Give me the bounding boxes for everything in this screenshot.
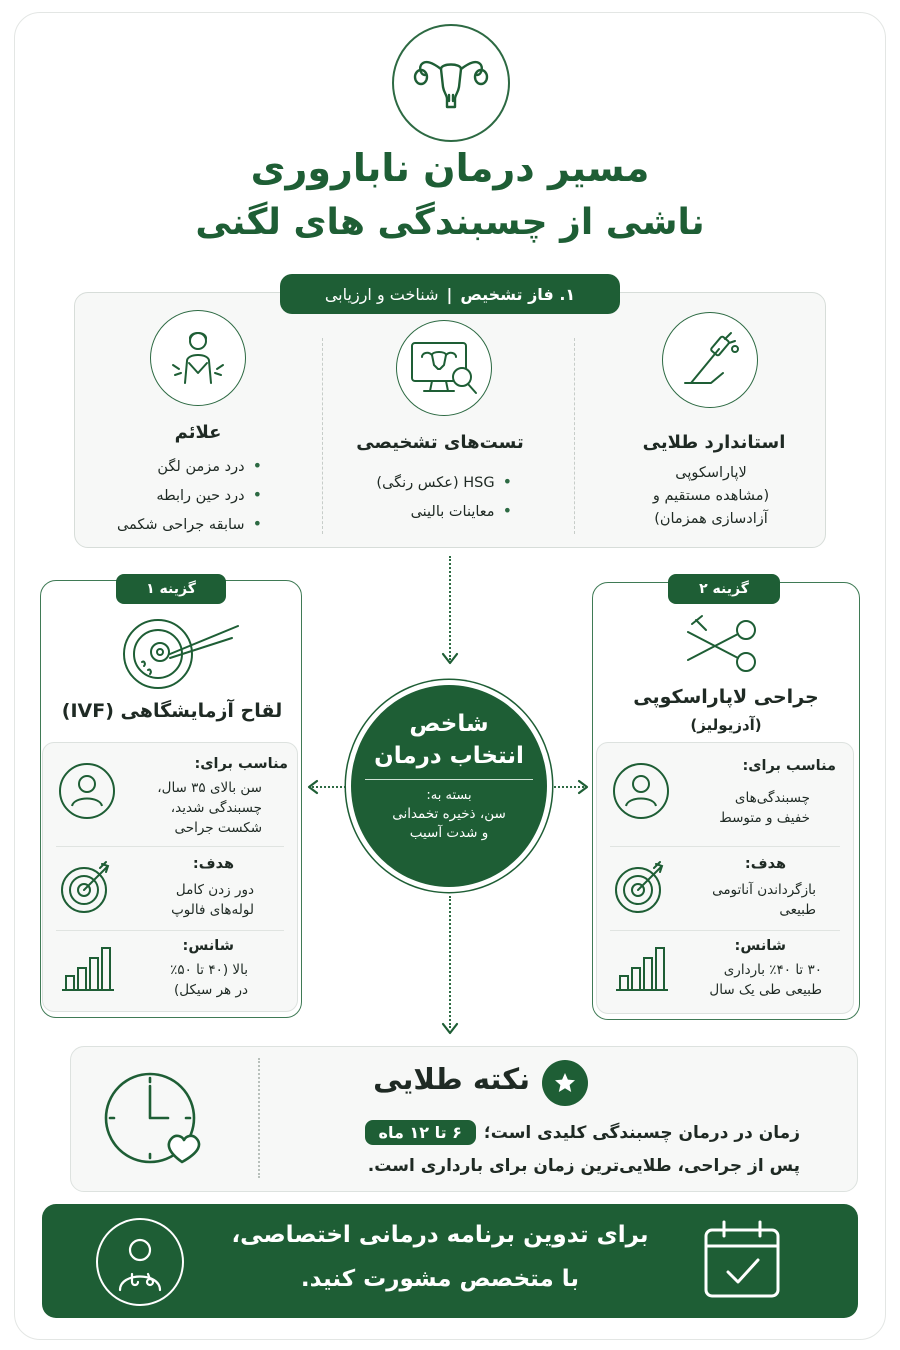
calendar-check-icon <box>700 1218 784 1302</box>
arrow-down-icon <box>441 652 459 666</box>
option2-suitable-label: مناسب برای: <box>742 758 836 774</box>
person-icon <box>58 762 116 820</box>
golden-tip-title: نکته طلایی <box>373 1062 530 1096</box>
arrow-right-icon <box>576 779 590 795</box>
bar-chart-icon-wrap <box>58 940 116 998</box>
page-title-line1: مسیر درمان ناباروری <box>250 146 650 190</box>
text-line: خفیف و متوسط <box>719 810 810 826</box>
center-title-line1: شاخص <box>409 711 489 737</box>
option1-pill: گزینه ۱ <box>116 574 226 604</box>
option2-goal-label: هدف: <box>744 856 786 872</box>
bar-chart-icon <box>612 940 670 998</box>
divider <box>610 846 840 847</box>
person-icon-wrap <box>612 762 670 820</box>
option1-icon-wrap <box>120 616 250 692</box>
flow-connector <box>449 556 451 660</box>
gold-standard-text <box>614 462 808 531</box>
consult-line2: با متخصص مشورت کنید. <box>300 1266 580 1292</box>
list-item: • سابقه جراحی شکمی <box>96 510 262 539</box>
option2-chance-text <box>682 960 822 1000</box>
divider <box>610 930 840 931</box>
person-icon <box>612 762 670 820</box>
text-line: بازگرداندن آناتومی <box>712 882 816 898</box>
text-line: ۳۰ تا ۴۰٪ بارداری <box>723 962 822 978</box>
consult-line1: برای تدوین برنامه درمانی اختصاصی، <box>231 1222 649 1248</box>
star-icon-wrap <box>542 1060 588 1106</box>
text-line: طبیعی طی یک سال <box>709 982 822 998</box>
list-item: • درد مزمن لگن <box>96 452 262 481</box>
tests-title: تست‌های تشخیصی <box>356 432 524 453</box>
gold-standard-line: آزادسازی همزمان) <box>654 511 768 527</box>
arrow-down-icon <box>441 1022 459 1036</box>
divider <box>56 930 284 931</box>
text-line: در هر سیکل) <box>173 982 248 998</box>
bar-chart-icon-wrap <box>612 940 670 998</box>
page-title-line2: ناشی از چسبندگی های لگنی <box>195 202 705 243</box>
divider <box>574 338 575 534</box>
option2-subtitle: (آدزیولیز) <box>690 716 762 734</box>
calendar-check-icon-wrap <box>700 1218 784 1302</box>
text-line: چسبندگی‌های <box>734 790 810 806</box>
center-divider <box>365 779 533 780</box>
target-icon <box>58 858 116 916</box>
star-icon <box>553 1071 577 1095</box>
laparoscope-icon <box>675 325 745 395</box>
person-icon-wrap <box>58 762 116 820</box>
target-icon-wrap <box>58 858 116 916</box>
symptoms-title: علائم <box>174 422 222 443</box>
text-line: شکست جراحی <box>174 820 262 836</box>
golden-tip-line1 <box>290 1120 800 1145</box>
petri-dish-icon <box>120 616 250 692</box>
center-sub-line1: سن، ذخیره تخمدانی <box>392 806 506 822</box>
option2-pill: گزینه ۲ <box>668 574 780 604</box>
text-line: سن بالای ۳۵ سال، <box>157 780 262 796</box>
text-line: لوله‌های فالوپ <box>171 902 254 918</box>
option1-chance-text <box>128 960 248 1000</box>
text-line: دور زدن کامل <box>175 882 254 898</box>
golden-tip-line1-text: زمان در درمان چسبندگی کلیدی است؛ <box>483 1122 800 1143</box>
option1-title: لقاح آزمایشگاهی (IVF) <box>61 700 283 722</box>
center-sub-line2: و شدت آسیب <box>409 825 489 841</box>
phase-pill-sub: شناخت و ارزیابی <box>324 284 439 304</box>
tests-list <box>340 468 512 526</box>
phase-pill-separator: | <box>446 284 453 304</box>
gold-standard-title: استاندارد طلایی <box>642 432 786 453</box>
arrow-left-icon <box>306 779 320 795</box>
woman-pain-icon <box>163 323 233 393</box>
golden-tip-divider <box>258 1058 260 1178</box>
divider <box>322 338 323 534</box>
text-line: چسبندگی شدید، <box>170 800 262 816</box>
doctor-icon <box>108 1230 172 1294</box>
option2-goal-text <box>682 880 816 920</box>
option2-suitable-text <box>682 788 810 828</box>
option2-icon-wrap <box>682 614 766 678</box>
list-item: • درد حین رابطه <box>96 481 262 510</box>
option2-title: جراحی لاپاراسکوپی <box>633 686 819 708</box>
text-line: طبیعی <box>779 902 816 918</box>
option1-goal-text <box>128 880 254 920</box>
divider <box>56 846 284 847</box>
clock-heart-icon <box>96 1064 212 1174</box>
gold-standard-line: (مشاهده مستقیم و <box>652 488 770 504</box>
option1-suitable-text <box>128 778 262 838</box>
golden-tip-line2: پس از جراحی، طلایی‌ترین زمان برای بارداری است. <box>367 1156 800 1176</box>
surgical-scissors-icon <box>682 614 766 678</box>
logo <box>392 24 510 142</box>
symptoms-list <box>96 452 262 539</box>
option1-suitable-label: مناسب برای: <box>194 756 288 772</box>
symptoms-icon-circle <box>150 310 246 406</box>
list-item: • HSG (عکس رنگی) <box>340 468 512 497</box>
tests-icon-circle <box>396 320 492 416</box>
bar-chart-icon <box>58 940 116 998</box>
gold-standard-line: لاپاراسکوپی <box>675 465 747 481</box>
doctor-icon-wrap <box>96 1218 184 1306</box>
option1-goal-label: هدف: <box>192 856 234 872</box>
target-icon-wrap <box>612 858 670 916</box>
phase-pill-label: ۱. فاز تشخیص <box>460 284 576 304</box>
golden-tip-highlight: ۶ تا ۱۲ ماه <box>365 1120 476 1145</box>
diagnosis-phase-pill <box>280 274 620 314</box>
center-sub-label: بسته به: <box>426 788 472 803</box>
clock-heart-icon-wrap <box>96 1064 212 1174</box>
list-item: • معاینات بالینی <box>340 497 512 526</box>
treatment-choice-circle <box>346 680 552 892</box>
flow-connector <box>449 896 451 1028</box>
option1-chance-label: شانس: <box>182 938 234 954</box>
center-title-line2: انتخاب درمان <box>374 743 524 769</box>
option2-chance-label: شانس: <box>734 938 786 954</box>
uterus-icon <box>411 47 491 119</box>
target-icon <box>612 858 670 916</box>
gold-standard-icon-circle <box>662 312 758 408</box>
monitor-scan-icon <box>406 333 482 403</box>
text-line: بالا (۴۰ تا ۵۰٪ <box>170 962 248 978</box>
